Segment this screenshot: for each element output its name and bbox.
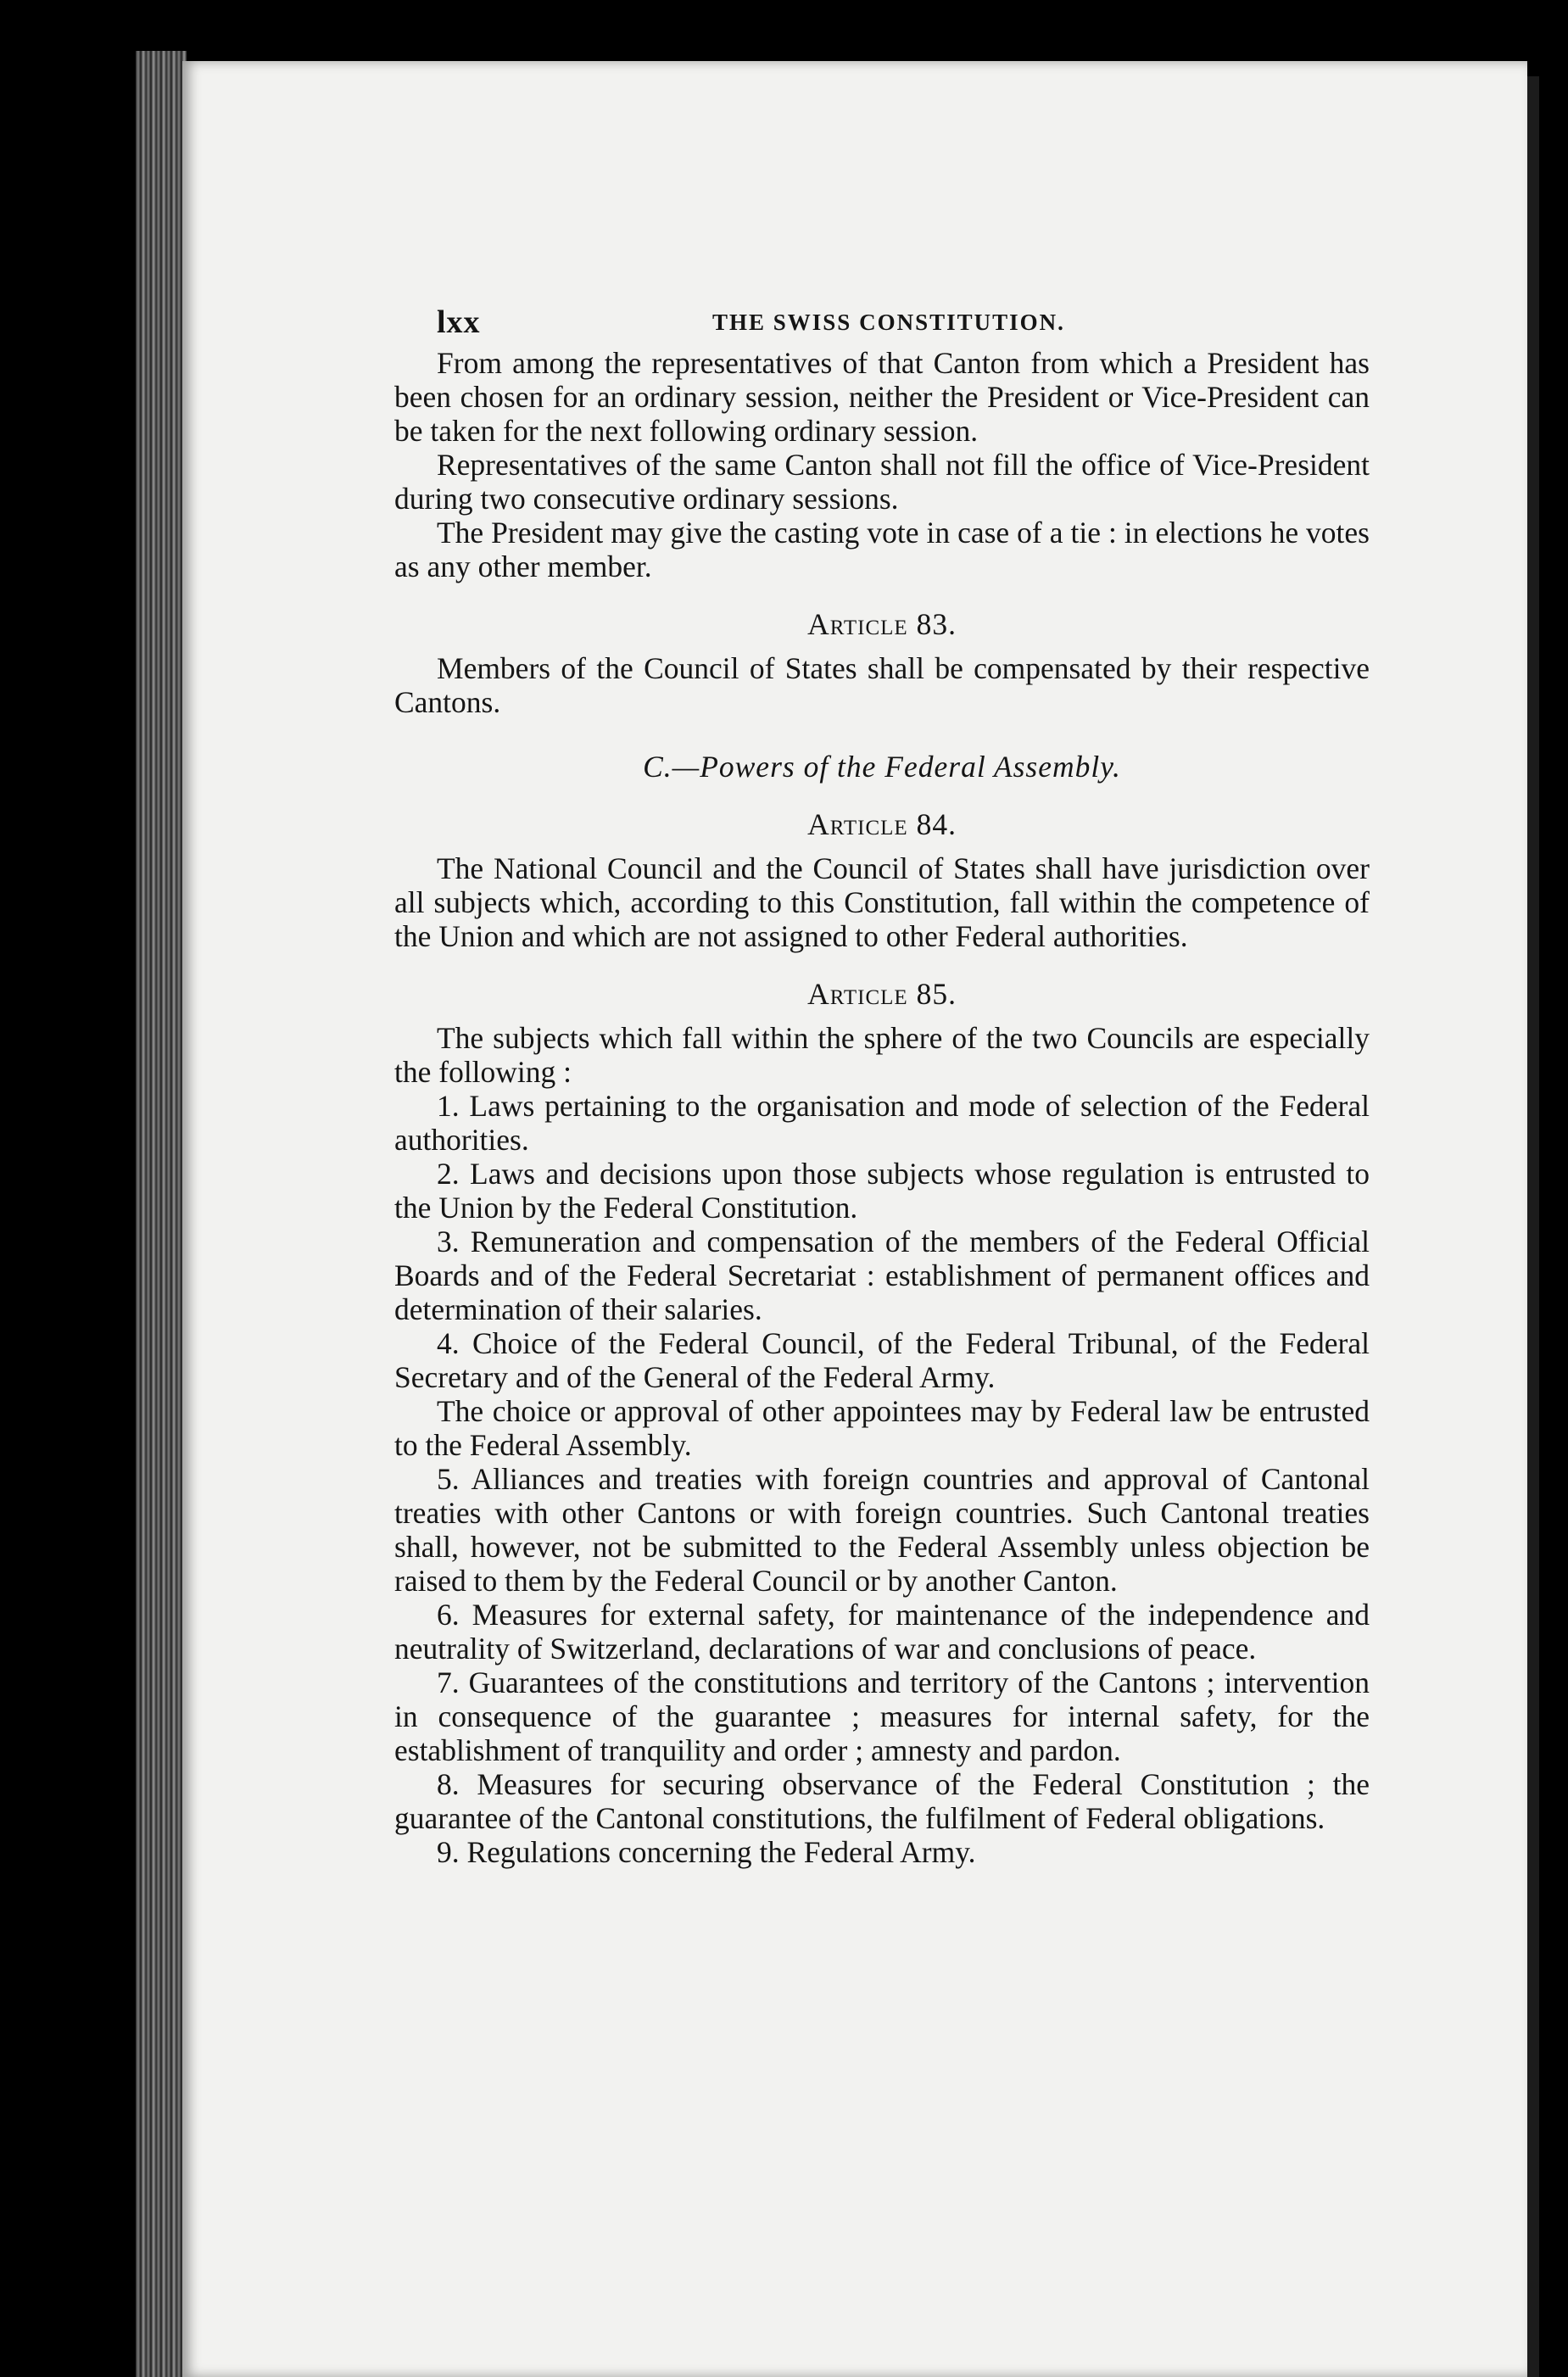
section-c-heading: C.—Powers of the Federal Assembly. xyxy=(643,750,1121,784)
article-84-text: The National Council and the Council of States shall have jurisdiction over all subjects which, according to this Constitution, fall within the competence of the Union and which are not assigned to other Federal authorities. xyxy=(394,851,1370,953)
article-84-heading xyxy=(394,807,1370,841)
article-label: Article xyxy=(807,607,908,641)
book-binding-edge xyxy=(136,51,187,2377)
list-item: 4. Choice of the Federal Council, of the Federal Tribunal, of the Federal Secretary and of the General of the Federal Army. xyxy=(394,1326,1370,1394)
article-number: 83. xyxy=(916,607,957,641)
article-number: 84. xyxy=(916,807,957,841)
list-item: 8. Measures for securing observance of the Federal Constitution ; the guarantee of the Cantonal constitutions, the fulfilment of Federal obligations. xyxy=(394,1767,1370,1835)
paragraph-vice-president: Representatives of the same Canton shall not fill the office of Vice-President during two consecutive ordinary sessions. xyxy=(394,448,1370,516)
article-85-intro: The subjects which fall within the sphere of the two Councils are especially the following : xyxy=(394,1021,1370,1089)
article-83-text: Members of the Council of States shall be compensated by their respective Cantons. xyxy=(394,651,1370,719)
list-item: 5. Alliances and treaties with foreign countries and approval of Cantonal treaties with other Cantons or with foreign countries. Such Cantonal treaties shall, however, not be submitted to the Federal Assembly unless objection be raised to them by the Federal Council or by another Canton. xyxy=(394,1462,1370,1598)
paragraph-president-selection: From among the representatives of that Canton from which a President has been chosen for an ordinary session, neither the President or Vice-President can be taken for the next following ordinary session. xyxy=(394,346,1370,448)
list-item: 1. Laws pertaining to the organisation and mode of selection of the Federal authorities. xyxy=(394,1089,1370,1157)
list-item: 9. Regulations concerning the Federal Army. xyxy=(437,1835,976,1869)
article-85-heading xyxy=(394,977,1370,1011)
list-item: 2. Laws and decisions upon those subjects whose regulation is entrusted to the Union by the Federal Constitution. xyxy=(394,1157,1370,1225)
running-head xyxy=(437,305,1370,346)
paragraph-casting-vote: The President may give the casting vote in case of a tie : in elections he votes as any other member. xyxy=(394,516,1370,583)
article-83-heading xyxy=(394,607,1370,641)
article-label: Article xyxy=(807,977,908,1011)
page-right-shadow xyxy=(1527,76,1539,2377)
list-item: 6. Measures for external safety, for maintenance of the independence and neutrality of Switzerland, declarations of war and conclusions of peace. xyxy=(394,1598,1370,1666)
article-number: 85. xyxy=(916,977,957,1011)
page-text-block xyxy=(394,305,1370,1869)
article-label: Article xyxy=(807,807,908,841)
list-item: 3. Remuneration and compensation of the members of the Federal Official Boards and of the Federal Secretariat : establishment of permanent offices and determination of their salaries. xyxy=(394,1225,1370,1326)
list-item: The choice or approval of other appointees may by Federal law be entrusted to the Federal Assembly. xyxy=(394,1394,1370,1462)
page-number: lxx xyxy=(437,304,481,340)
running-title: THE SWISS CONSTITUTION. xyxy=(712,310,1065,335)
list-item: 7. Guarantees of the constitutions and territory of the Cantons ; intervention in consequence of the guarantee ; measures for internal safety, for the establishment of tranquility and order ; amnesty and pardon. xyxy=(394,1666,1370,1767)
